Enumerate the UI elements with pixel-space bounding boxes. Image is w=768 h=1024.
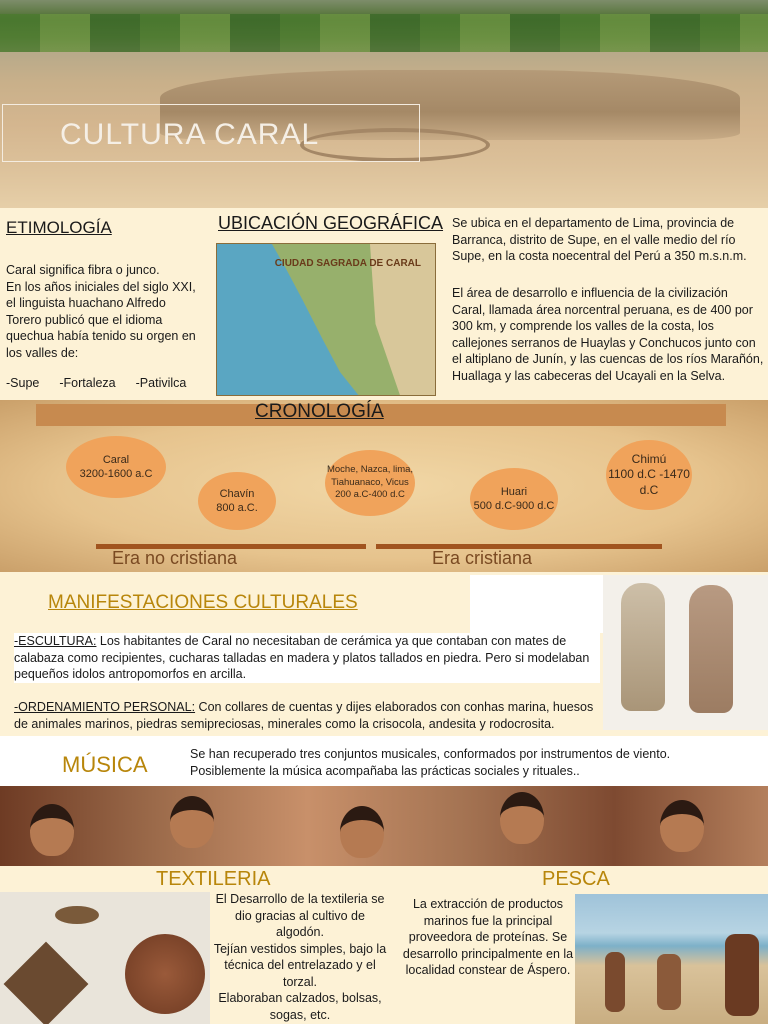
musica-heading: MÚSICA (62, 752, 148, 777)
page-title: CULTURA CARAL (60, 118, 320, 151)
valley-item: -Pativilca (135, 376, 187, 390)
cronologia-heading: CRONOLOGÍA (255, 401, 384, 422)
chronology-band (0, 400, 768, 572)
ubicacion-p2: El área de desarrollo e influencia de la civilización Caral, llamada área norcentral peruana, es de 400 por 300 km, y comprende los valles de la costa, los callejones serranos de Huaylas y Conchucos junto con el altiplano de Junín, y las cuencas de los ríos Marañón, Huallaga y las cabeceras del Ucayali en la Selva. (452, 286, 764, 383)
pesca-heading: PESCA (542, 868, 610, 890)
chrono-moche: Moche, Nazca, lima, Tiahuanaco, Vicus 200 a.C-400 d.C (325, 450, 415, 516)
escultura-text: -ESCULTURA: Los habitantes de Caral no necesitaban de cerámica ya que contaban con mates de calabaza como recipientes, cucharas talladas en madera y platos tallados en piedra. Pero si modelaban pequeños idolos antropomorfos en arcilla. (14, 633, 600, 683)
ubicacion-heading: UBICACIÓN GEOGRÁFICA (218, 213, 444, 233)
music-scene-image (0, 786, 768, 866)
sculpture-image (603, 575, 768, 730)
ubicacion-p1: Se ubica en el departamento de Lima, provincia de Barranca, distrito de Supe, en el valle medio del río Supe, en la costa noecentral del Perú a 350 m.s.n.m. (452, 216, 747, 263)
era-no-cristiana: Era no cristiana (112, 548, 238, 568)
era-cristiana: Era cristiana (432, 548, 533, 568)
etimologia-heading: ETIMOLOGÍA (6, 218, 112, 237)
textileria-text: El Desarrollo de la textileria se dio gracias al cultivo de algodón. Tejían vestidos simples, bajo la técnica del entrelazado y el torzal. Elaboraban calzados, bolsas, sogas, etc. (213, 892, 387, 1022)
fishing-scene-image (575, 894, 768, 1024)
pesca-text: La extracción de productos marinos fue la principal proveedora de proteínas. Se desarrollo principalmente en la localidad constear de Áspero. (402, 897, 574, 977)
etimologia-p1: Caral significa fibra o junco. (6, 263, 160, 277)
ornamento-text: -ORDENAMIENTO PERSONAL: Con collares de cuentas y dijes elaborados con conhas marina, huesos de animales marinos, piedras semipreciosas, minerales como la crisocola, andesita y rodocrosita. (14, 700, 594, 731)
etimologia-p2: En los años iniciales del siglo XXI, el linguista huachano Alfredo Torero publicó que el idioma quechua había tenido su orgen en los valles de: (6, 279, 196, 360)
chrono-chavin: Chavín 800 a.C. (198, 472, 276, 530)
musica-text: Se han recuperado tres conjuntos musicales, conformados por instrumentos de viento. Posiblemente la música acompañaba las prácticas sociales y rituales.. (190, 747, 671, 778)
hero-image (0, 0, 768, 208)
chrono-huari: Huari 500 d.C-900 d.C (470, 468, 558, 530)
manifestaciones-heading: MANIFESTACIONES CULTURALES (48, 592, 358, 613)
etimologia-text (6, 262, 204, 361)
valleys-list (6, 375, 206, 392)
chrono-caral: Caral 3200-1600 a.C (66, 436, 166, 498)
textileria-heading: TEXTILERIA (156, 868, 271, 890)
location-map (216, 243, 436, 396)
valley-item: -Supe (6, 376, 40, 390)
chrono-chimu: Chimú 1100 d.C -1470 d.C (606, 440, 692, 510)
valley-item: -Fortaleza (59, 376, 116, 390)
textile-image (0, 892, 210, 1024)
map-label: CIUDAD SAGRADA DE CARAL (274, 258, 421, 269)
